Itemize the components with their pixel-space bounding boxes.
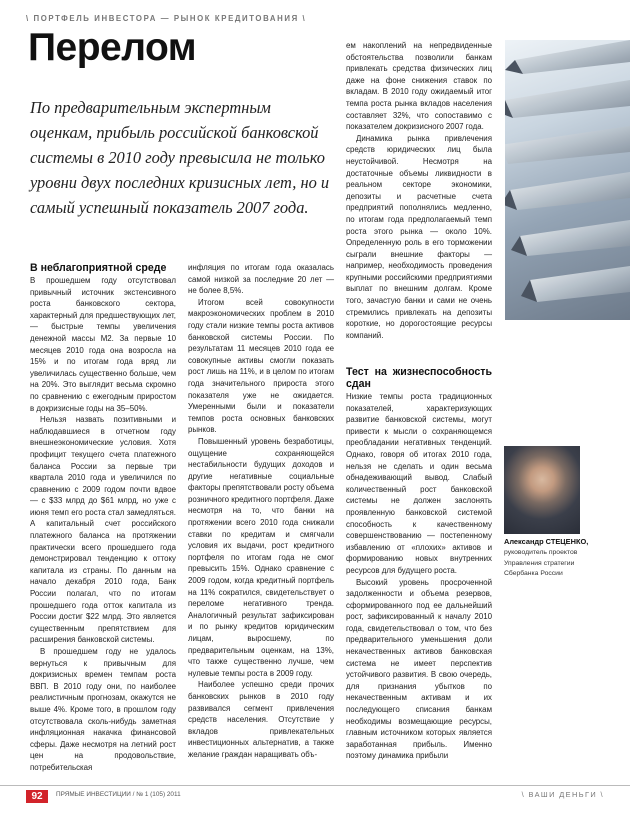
author-caption	[504, 537, 590, 580]
author-portrait	[504, 446, 580, 534]
author-position: руководитель проектов Управления стратегии Сбербанка России	[504, 548, 578, 578]
paragraph: инфляция по итогам года оказалась самой низкой за последние 20 лет — не более 8,5%.	[188, 263, 334, 296]
paragraph: В прошедшем году не удалось вернуться к привычным для докризисных времен темпам роста ВВП. В 2010 году они, по наиболее реалистичным прогнозам, окажутся не выше 4%. Кроме того, в прошлом году отсутствовала сколь-нибудь заметная инфляционная накачка финансовой сферы. Даже несмотря на летний рост цен на продовольствие, потребительская	[30, 647, 176, 772]
paragraph: Динамика рынка привлечения средств юридических лиц была неустойчивой. Несмотря на достаточные объемы ликвидности в реальном секторе экономики, депозиты и расчетные счета предприятий пополнялись медленно, по итогам года предполагаемый темп роста этого рынка — около 10%. Определенную роль в его торможении сыграли внешние факторы — например, необходимость проведения крупными российскими предприятиями выплат по внешним долгам. Кроме того, зачастую банки и сами не очень стремились привлекать на депозиты короткие, но дорогостоящие ресурсы компаний.	[346, 133, 492, 340]
paragraph: ем накоплений на непредвиденные обстоятельства позволили банкам привлекать средства физических лиц даже на фоне снижения ставок по вкладам. В 2010 году ожидаемый итог темпа роста рынка вкладов населения составляет 32%, что сопоставимо с показателем докризисного 2007 года.	[346, 41, 492, 132]
article-column-1	[30, 262, 176, 774]
page-number: 92	[26, 790, 48, 803]
paragraph: Наиболее успешно среди прочих банковских рынков в 2010 году развивался сегмент привлечения средств населения. Отсутствие у вкладов привлекательных инвестиционных альтернатив, а также желание граждан наращивать объ-	[188, 680, 334, 759]
pencils-photo	[505, 40, 630, 320]
section-name: \ ВАШИ ДЕНЬГИ \	[521, 790, 604, 799]
article-column-4	[346, 366, 492, 762]
article-column-3	[346, 40, 492, 341]
paragraph: Повышенный уровень безработицы, ощущение сохраняющейся нестабильности будущих доходов и другие негативные социальные факторы препятствовали росту объема розничного кредитного портфеля. Даже несмотря на то, что банки на протяжении всего 2010 года снижали ставки по кредитам и смягчали условия их выдачи, рост кредитного портфеля по итогам года не смог превысить 15%. Однако сравнение с 2009 годом, когда кредитный портфель на 11% сократился, свидетельствует о переломе негативного тренда. Аналогичный результат зафиксирован и по рынку кредитов юридическим лицам, выросшему, по предварительным оценкам, на 13%, что также существенно лучше, чем нулевые темпы роста в 2009 году.	[188, 436, 334, 678]
section-heading-viability-test: Тест на жизнеспособность сдан	[346, 366, 492, 390]
paragraph: Низкие темпы роста традиционных показателей, характеризующих развитие банковской системы, могут привести к мысли о сохраняющемся преобладании негативных тенденций. Однако, говоря об итогах 2010 года, нельзя не сделать и один весьма обнадеживающий вывод. Слабый количественный рост банковской системы не должен заслонять проявленную банковской системой способность к качественному совершенствованию — постепенному избавлению от «плохих» активов и формированию новых внутренних ресурсов для будущего роста.	[346, 392, 492, 575]
pencils-illustration	[505, 40, 630, 320]
section-rubric: \ ПОРТФЕЛЬ ИНВЕСТОРА — РЫНОК КРЕДИТОВАНИЯ \	[26, 14, 307, 23]
article-lede: По предварительным экспертным оценкам, прибыль российской банковской системы в 2010 году превысила не только уровни двух последних кризисных лет, но и самый успешный показатель 2007 года.	[30, 98, 330, 217]
paragraph: Высокий уровень просроченной задолженности и объема резервов, сформированного под ее дальнейший рост, зафиксированный к началу 2010 года, свидетельствовал о том, что без предварительного уменьшения доли некачественных активов банковская система не имеет перспектив устойчивого развития. В свою очередь, для признания убытков по некачественным активам и их последующего списания банкам необходимы возмещающие ресурсы, главным источником которых является заработанная прибыль. Именно поэтому динамика прибыли	[346, 577, 492, 761]
paragraph: В прошедшем году отсутствовал привычный источник экстенсивного роста банковского сектора, характерный для предшествующих лет, — быстрые темпы увеличения денежной массы М2. За первые 10 месяцев 2010 года она возросла на 15% и по итогам года вряд ли увеличилась существенно больше, чем на 20%. Это выглядит весьма скромно по сравнению с ежегодным приростом в докризисные годы на 35–50%.	[30, 276, 176, 413]
author-name: Александр СТЕЦЕНКО,	[504, 537, 589, 546]
paragraph: Нельзя назвать позитивными и наблюдавшиеся в отчетном году внешнеэкономические условия. Хотя профицит текущего счета платежного баланса России за первые три квартала 2010 года и увеличился по сравнению с 2009 годом почти вдвое — с $33 млрд до $61 млрд, но уже с июня темп его роста стал замедляться. А капитальный счет российского платежного баланса на протяжении практически всего прошедшего года демонстрировал тенденцию к оттоку капитала из страны. По данным на начало декабря 2010 года, Банк России полагал, что по итогам прошедшего года отток капитала из России достиг $22 млрд. Это является существенным препятствием для расширения банковской системы.	[30, 415, 176, 645]
article-column-2	[188, 262, 334, 761]
paragraph: Итогом всей совокупности макроэкономических проблем в 2010 году стали низкие темпы роста активов банковской системы России. По результатам 11 месяцев 2010 года ее совокупные активы смогли показать рост лишь на 11%, и в целом по итогам года значительного прироста этого показателя уже не ожидается. Умеренными были и показатели темпов роста основных банковских рынков.	[188, 297, 334, 435]
footer-divider	[0, 785, 630, 786]
article-title: Перелом	[28, 26, 197, 69]
issue-info: ПРЯМЫЕ ИНВЕСТИЦИИ / № 1 (105) 2011	[56, 791, 181, 798]
section-heading-unfavorable-environment: В неблагоприятной среде	[30, 262, 167, 274]
